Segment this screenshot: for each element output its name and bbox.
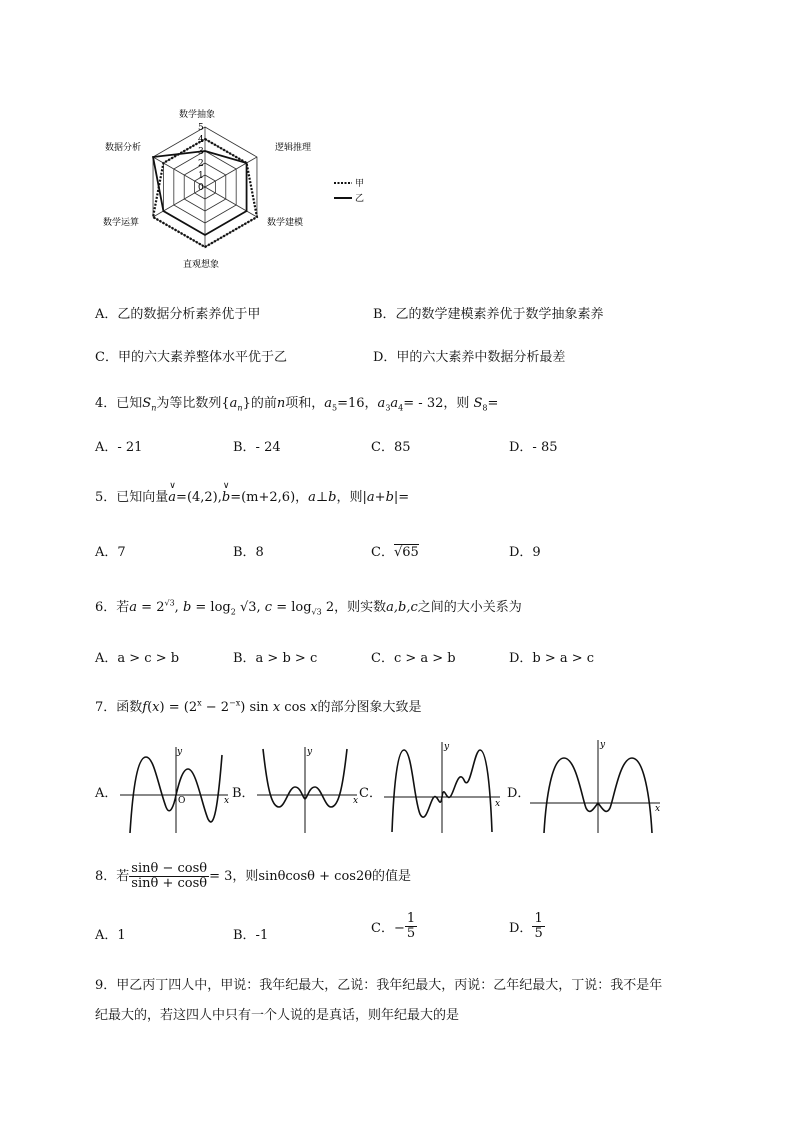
radar-tick-label: 4 xyxy=(198,135,204,145)
q3-option-b[interactable]: B．乙的数学建模素养优于数学抽象素养 xyxy=(373,307,604,322)
q8-option-d[interactable] xyxy=(509,912,545,941)
q7-graph-a[interactable] xyxy=(118,745,230,835)
radar-axis-label: 数学运算 xyxy=(103,218,140,228)
radar-tick-label: 1 xyxy=(198,171,204,181)
q7-option-b-label[interactable]: B． xyxy=(232,786,255,801)
q8-option-b[interactable]: B．-1 xyxy=(233,928,269,943)
q5-option-c-label: C． xyxy=(371,545,394,560)
q8-option-c-label: C．− xyxy=(371,921,405,936)
q8-numerator: sinθ − cosθ xyxy=(131,861,208,876)
q5-option-c[interactable]: C．√65 xyxy=(371,545,419,560)
q6-stem-c: a,b,c xyxy=(386,600,418,615)
radar-axis-label: 数据分析 xyxy=(105,143,142,153)
q8-option-a[interactable]: A．1 xyxy=(95,928,126,943)
svg-text:y: y xyxy=(177,747,183,757)
q8-expr: sinθcosθ + cos2θ xyxy=(258,869,373,884)
q6-option-a[interactable]: A．a > c > b xyxy=(95,651,180,666)
legend xyxy=(334,178,364,204)
radar-chart xyxy=(90,95,430,280)
radar-tick-label: 0 xyxy=(198,183,204,193)
q4-stem: 4．已知$S_n$为等比数列$\{a_n\}$的前n项和，$a_5=16$，$a_3a_4= - 32$，则 $S_8=$ xyxy=(95,396,499,413)
radar-axis-label: 直观想象 xyxy=(183,260,220,270)
q7-stem-a: 7．函数 xyxy=(95,700,143,715)
q3-option-c[interactable]: C．甲的六大素养整体水平优于乙 xyxy=(95,350,287,365)
q7-option-a-label[interactable]: A． xyxy=(95,786,118,801)
q8-stem-b: = 3，则 xyxy=(209,869,259,884)
q5-stem-c: =(m+2,6)， xyxy=(230,490,309,505)
radar-axis-label: 数学抽象 xyxy=(179,110,216,120)
q5-stem-a: 5．已知向量 xyxy=(95,490,169,505)
legend-label-jia: 甲 xyxy=(355,179,365,189)
q8-stem-a: 8．若 xyxy=(95,869,130,884)
q6-option-d[interactable]: D．b > a > c xyxy=(509,651,595,666)
q3-option-d[interactable]: D．甲的六大素养中数据分析最差 xyxy=(373,350,566,365)
q4-stem-a: 4．已知 xyxy=(95,396,143,411)
q4-stem-c: 的前 xyxy=(250,396,277,411)
q9-stem-line1: 9．甲乙丙丁四人中，甲说：我年纪最大，乙说：我年纪最大，丙说：乙年纪最大，丁说：我不是年 xyxy=(95,978,663,993)
radar-axis-label: 逻辑推理 xyxy=(275,143,312,153)
q8-option-c-den: 5 xyxy=(406,926,416,941)
radar-grid xyxy=(153,127,257,247)
q7-stem-b: 的部分图象大致是 xyxy=(317,700,422,715)
q3-option-a[interactable]: A．乙的数据分析素养优于甲 xyxy=(95,307,261,322)
q8-option-c-num: 1 xyxy=(406,911,416,926)
legend-label-yi: 乙 xyxy=(355,194,365,204)
q5-stem-b: =(4,2), xyxy=(176,490,222,505)
radar-ticks xyxy=(198,123,204,193)
radar-tick-label: 5 xyxy=(198,123,204,133)
q9-stem-line2: 纪最大的，若这四人中只有一个人说的是真话，则年纪最大的是 xyxy=(95,1008,460,1023)
q7-option-c-label[interactable]: C． xyxy=(359,786,382,801)
q7-graph-c[interactable] xyxy=(382,740,502,835)
svg-text:x: x xyxy=(224,796,230,806)
svg-text:x: x xyxy=(353,796,359,806)
q8-fraction xyxy=(129,862,209,891)
radar-spoke xyxy=(205,187,257,217)
q7-graph-b[interactable] xyxy=(255,745,360,835)
radar-axis-label: 数学建模 xyxy=(267,218,304,228)
q5-option-b[interactable]: B．8 xyxy=(233,545,264,560)
q8-option-d-num: 1 xyxy=(534,911,543,926)
svg-text:y: y xyxy=(444,742,450,752)
q5-option-a[interactable]: A．7 xyxy=(95,545,126,560)
svg-text:x: x xyxy=(655,804,661,814)
svg-text:y: y xyxy=(307,747,313,757)
svg-text:O: O xyxy=(178,796,186,806)
q5-option-c-value: 65 xyxy=(402,545,419,560)
q6-stem-b: ，则实数 xyxy=(334,600,387,615)
q5-stem-d: ，则 xyxy=(336,490,363,505)
q6-stem: 6．若$a = 2^{√3}$, $b = \log_2 √3$, $c = \log_{√3} 2$，则实数a,b,c之间的大小关系为 xyxy=(95,598,522,617)
q4-stem-d: 项和， xyxy=(285,396,325,411)
q7-option-d-label[interactable]: D． xyxy=(507,786,531,801)
q8-stem-c: 的值是 xyxy=(372,869,412,884)
q4-stem-f: = - 32，则 xyxy=(403,396,470,411)
q6-option-b[interactable]: B．a > b > c xyxy=(233,651,318,666)
q4-stem-g: = xyxy=(487,396,499,411)
q6-option-c[interactable]: C．c > a > b xyxy=(371,651,456,666)
svg-text:x: x xyxy=(495,799,501,809)
q6-stem-a: 6．若 xyxy=(95,600,130,615)
q4-option-a[interactable]: A．- 21 xyxy=(95,440,143,455)
q4-stem-b: 为等比数列 xyxy=(156,396,222,411)
q7-graph-d[interactable] xyxy=(528,738,663,835)
radar-tick-label: 2 xyxy=(198,159,204,169)
svg-text:y: y xyxy=(600,740,606,750)
q4-option-c[interactable]: C．85 xyxy=(371,440,411,455)
radar-tick-label: 3 xyxy=(198,147,204,157)
q7-stem: 7．函数$f(x) = (2^x - 2^{-x})$ sin x cos x的部分图象大致是 xyxy=(95,698,422,715)
q8-stem xyxy=(95,862,411,891)
q4-stem-e: =16， xyxy=(337,396,378,411)
q8-option-d-label: D． xyxy=(509,921,533,936)
q6-stem-d: 之间的大小关系为 xyxy=(417,600,522,615)
q5-stem: 5．已知向量 ∨ a=(4,2), ∨ b=(m+2,6)，a⊥b，则|a+b|= xyxy=(95,481,410,505)
q4-option-d[interactable]: D．- 85 xyxy=(509,440,558,455)
q8-denominator: sinθ + cosθ xyxy=(131,876,208,891)
q4-option-b[interactable]: B．- 24 xyxy=(233,440,281,455)
q8-option-c[interactable] xyxy=(371,912,417,941)
q8-option-d-den: 5 xyxy=(534,926,543,941)
q5-option-d[interactable]: D．9 xyxy=(509,545,541,560)
